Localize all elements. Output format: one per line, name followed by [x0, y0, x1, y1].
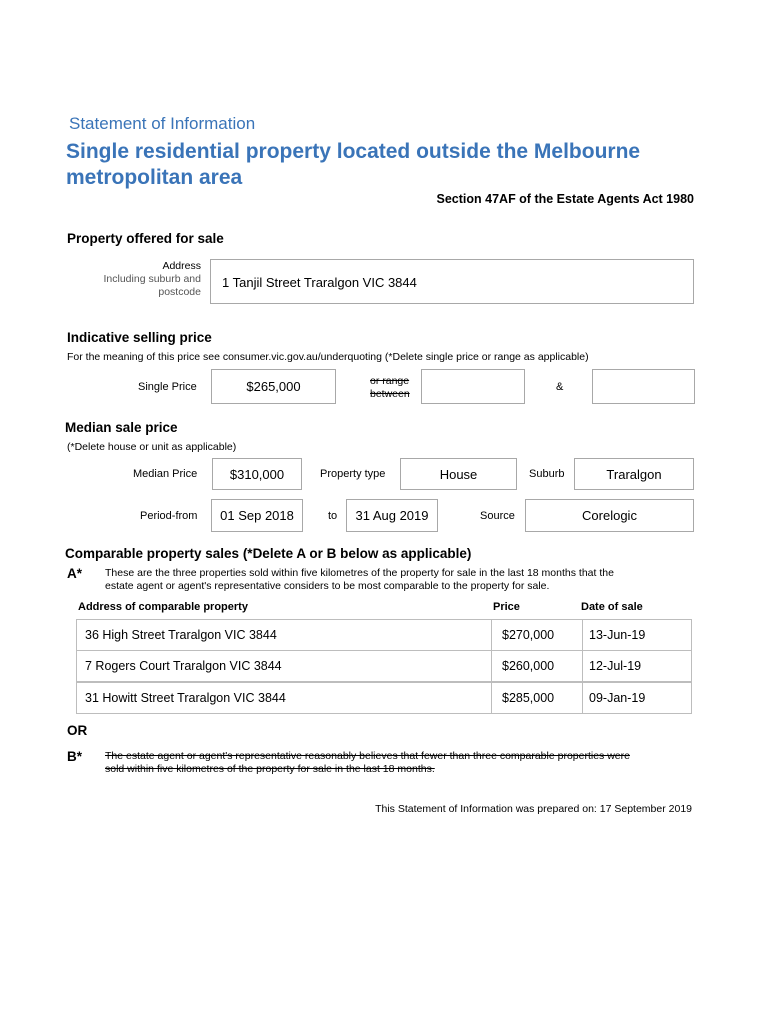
row-date: 13-Jun-19	[589, 628, 646, 642]
period-from-value: 01 Sep 2018	[220, 508, 294, 523]
address-label: Address	[162, 260, 201, 272]
address-hint-1: Including suburb and	[103, 273, 201, 285]
period-from-label: Period-from	[140, 510, 198, 522]
median-price-field[interactable]	[212, 458, 302, 490]
property-heading: Property offered for sale	[67, 231, 224, 246]
table-row	[76, 650, 692, 682]
source-value: Corelogic	[582, 508, 637, 523]
suburb-value: Traralgon	[606, 466, 662, 482]
column-header-address: Address of comparable property	[78, 601, 248, 613]
option-b-text-1: The estate agent or agent's representative reasonably believes that fewer than three comparable properties were	[105, 750, 630, 762]
single-price-field[interactable]	[211, 369, 336, 404]
address-hint-2: postcode	[158, 286, 201, 298]
act-reference: Section 47AF of the Estate Agents Act 1980	[436, 192, 694, 206]
source-label: Source	[480, 510, 515, 522]
row-address: 7 Rogers Court Traralgon VIC 3844	[85, 659, 282, 673]
range-from-field[interactable]	[421, 369, 525, 404]
option-b-label: B*	[67, 749, 83, 764]
document-title: Single residential property located outside the Melbourne metropolitan area	[66, 140, 641, 189]
indicative-note: For the meaning of this price see consumer.vic.gov.au/underquoting (*Delete single price or range as applicable)	[67, 351, 589, 363]
to-label: to	[328, 510, 338, 522]
option-b-text-2: sold within five kilometres of the property for sale in the last 18 months.	[105, 763, 435, 775]
row-price: $285,000	[491, 683, 583, 713]
or-label: OR	[67, 723, 88, 738]
property-type-value: House	[439, 466, 478, 482]
row-date: 12-Jul-19	[589, 659, 642, 673]
range-label-2: between	[370, 388, 410, 400]
suburb-field[interactable]	[574, 458, 694, 490]
single-price-value: $265,000	[246, 379, 301, 394]
row-address: 31 Howitt Street Traralgon VIC 3844	[85, 691, 286, 705]
property-type-field[interactable]	[400, 458, 517, 490]
median-price-label: Median Price	[133, 468, 198, 480]
option-a-text-1: These are the three properties sold within five kilometres of the property for sale in the last 18 months that the	[105, 567, 614, 579]
table-row	[76, 682, 692, 714]
source-field[interactable]	[525, 499, 694, 532]
indicative-heading: Indicative selling price	[67, 330, 212, 345]
suburb-label: Suburb	[529, 468, 565, 480]
median-heading: Median sale price	[65, 420, 178, 435]
document-subtitle: Statement of Information	[69, 114, 256, 133]
address-value: 1 Tanjil Street Traralgon VIC 3844	[222, 275, 417, 290]
row-address: 36 High Street Traralgon VIC 3844	[85, 628, 277, 642]
median-note: (*Delete house or unit as applicable)	[67, 441, 237, 453]
column-header-price: Price	[493, 601, 520, 613]
single-price-label: Single Price	[138, 381, 197, 393]
row-date: 09-Jan-19	[589, 691, 646, 705]
option-a-label: A*	[67, 566, 83, 581]
median-price-value: $310,000	[229, 466, 285, 482]
period-to-value: 31 Aug 2019	[355, 508, 429, 523]
comparable-heading: Comparable property sales (*Delete A or B below as applicable)	[65, 546, 472, 561]
table-row	[76, 619, 692, 651]
property-type-label: Property type	[320, 468, 386, 480]
row-price: $270,000	[491, 620, 583, 650]
range-label-1: or range	[370, 375, 410, 387]
period-from-field[interactable]	[211, 499, 303, 532]
option-a-text-2: estate agent or agent's representative considers to be most comparable to the property for sale.	[105, 580, 550, 592]
ampersand: &	[556, 381, 564, 393]
period-to-field[interactable]	[346, 499, 438, 532]
prepared-date: This Statement of Information was prepared on: 17 September 2019	[375, 803, 692, 815]
column-header-date: Date of sale	[581, 601, 643, 613]
address-field[interactable]	[210, 259, 694, 304]
row-price: $260,000	[491, 651, 583, 681]
range-to-field[interactable]	[592, 369, 695, 404]
